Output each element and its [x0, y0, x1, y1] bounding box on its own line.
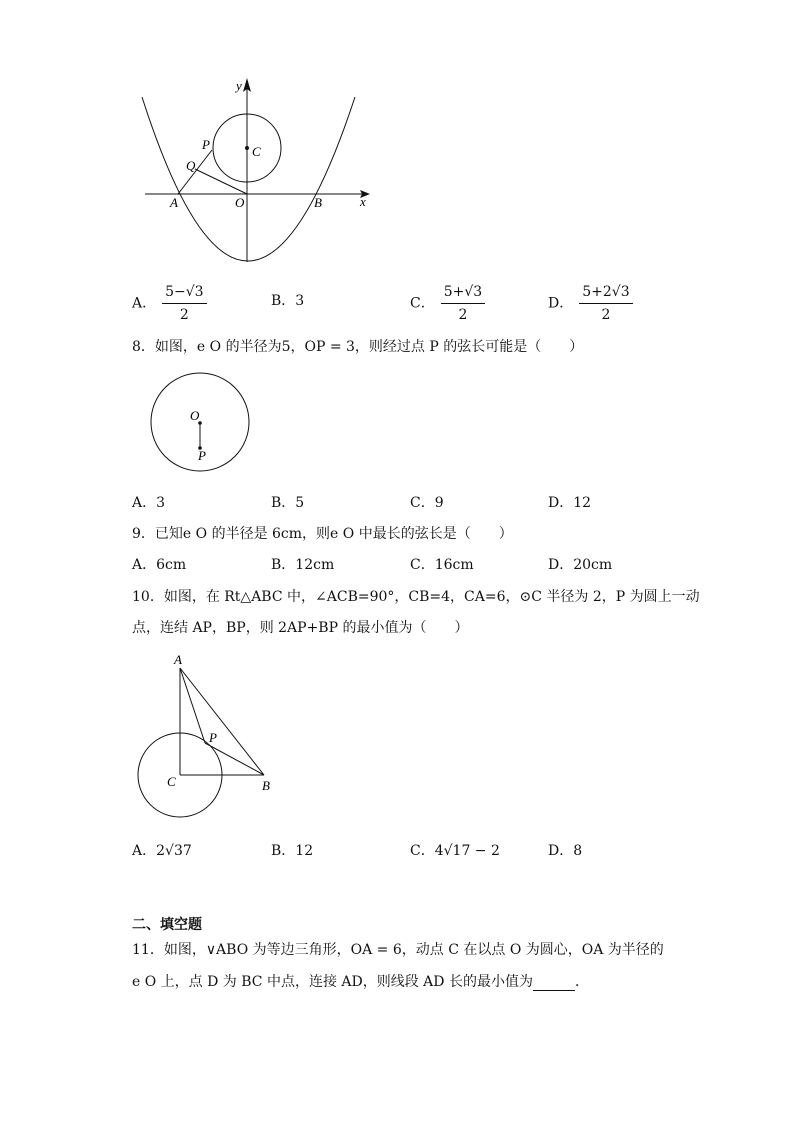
- segment-ab: [180, 668, 264, 775]
- label-y: y: [236, 78, 242, 93]
- q7-option-a[interactable]: [132, 283, 207, 324]
- q8-option-d[interactable]: D．12: [548, 495, 592, 511]
- q10-figure: [132, 648, 282, 820]
- label-a: A: [174, 652, 182, 667]
- q11-line2-end: ．: [574, 974, 589, 990]
- q8-option-c[interactable]: C．9: [410, 495, 444, 511]
- q7-option-c-numerator: 5+√3: [441, 283, 485, 304]
- q7-option-a-fraction: [162, 283, 206, 324]
- q10-option-b[interactable]: B．12: [271, 843, 314, 859]
- q10-option-d[interactable]: D．8: [548, 843, 583, 859]
- q9-option-b[interactable]: B．12cm: [271, 557, 335, 573]
- q9-option-d[interactable]: D．20cm: [548, 557, 613, 573]
- q7-figure: [130, 72, 380, 268]
- q8-stem: 8．如图，e O 的半径为5，OP = 3，则经过点 P 的弦长可能是（ ）: [132, 339, 584, 355]
- q8-figure: [145, 366, 255, 478]
- label-b: B: [314, 195, 322, 210]
- label-x: x: [360, 194, 366, 209]
- q7-option-a-numerator: 5−√3: [162, 283, 206, 304]
- label-p: P: [209, 730, 217, 745]
- q11-line1: 11．如图，∨ABO 为等边三角形，OA = 6，动点 C 在以点 O 为圆心，OA 为半径的: [132, 942, 664, 958]
- label-b: B: [262, 778, 270, 793]
- label-p: P: [202, 137, 210, 152]
- q7-option-d-fraction: [579, 283, 632, 324]
- q7-option-d[interactable]: [548, 283, 633, 324]
- label-p: P: [198, 448, 206, 463]
- q7-option-c-fraction: [441, 283, 485, 324]
- q9-option-c[interactable]: C．16cm: [410, 557, 474, 573]
- q9-option-a[interactable]: A．6cm: [132, 557, 187, 573]
- point-c: [245, 146, 249, 150]
- label-c: C: [167, 774, 176, 789]
- q7-option-c-prefix: C．: [410, 295, 435, 312]
- label-q: Q: [186, 158, 196, 173]
- q10-option-a[interactable]: A．2√37: [132, 843, 192, 859]
- label-o: O: [190, 408, 200, 423]
- label-a: A: [170, 195, 178, 210]
- q11-line2-text: e O 上，点 D 为 BC 中点，连接 AD，则线段 AD 长的最小值为: [132, 974, 533, 990]
- q7-option-d-denominator: 2: [601, 307, 611, 323]
- parabola: [142, 97, 355, 261]
- q10-stem-line2: 点，连结 AP，BP，则 2AP+BP 的最小值为（ ）: [132, 620, 469, 636]
- q8-option-a[interactable]: A．3: [132, 495, 166, 511]
- q10-stem-line1: 10．如图，在 Rt△ABC 中，∠ACB=90°，CB=4，CA=6，⊙C 半径为 2，P 为圆上一动: [132, 589, 700, 605]
- q10-option-c[interactable]: C．4√17 − 2: [410, 843, 500, 859]
- q9-stem: 9．已知e O 的半径是 6cm，则e O 中最长的弦长是（ ）: [132, 526, 513, 542]
- q7-option-a-prefix: A．: [132, 295, 157, 312]
- label-c: C: [252, 144, 261, 159]
- q11-answer-blank[interactable]: [533, 976, 575, 991]
- section-title-fill-in: 二、填空题: [132, 917, 202, 933]
- q7-option-d-numerator: 5+2√3: [579, 283, 632, 304]
- segment-pb: [205, 743, 264, 775]
- q7-option-c-denominator: 2: [458, 307, 468, 323]
- q7-option-d-prefix: D．: [548, 295, 574, 312]
- q7-option-c[interactable]: [410, 283, 485, 324]
- segment-ap: [180, 668, 205, 743]
- q7-option-a-denominator: 2: [179, 307, 189, 323]
- label-o: O: [235, 195, 245, 210]
- q7-option-b[interactable]: B．3: [271, 293, 305, 309]
- q8-option-b[interactable]: B．5: [271, 495, 305, 511]
- q11-line2: [132, 973, 589, 991]
